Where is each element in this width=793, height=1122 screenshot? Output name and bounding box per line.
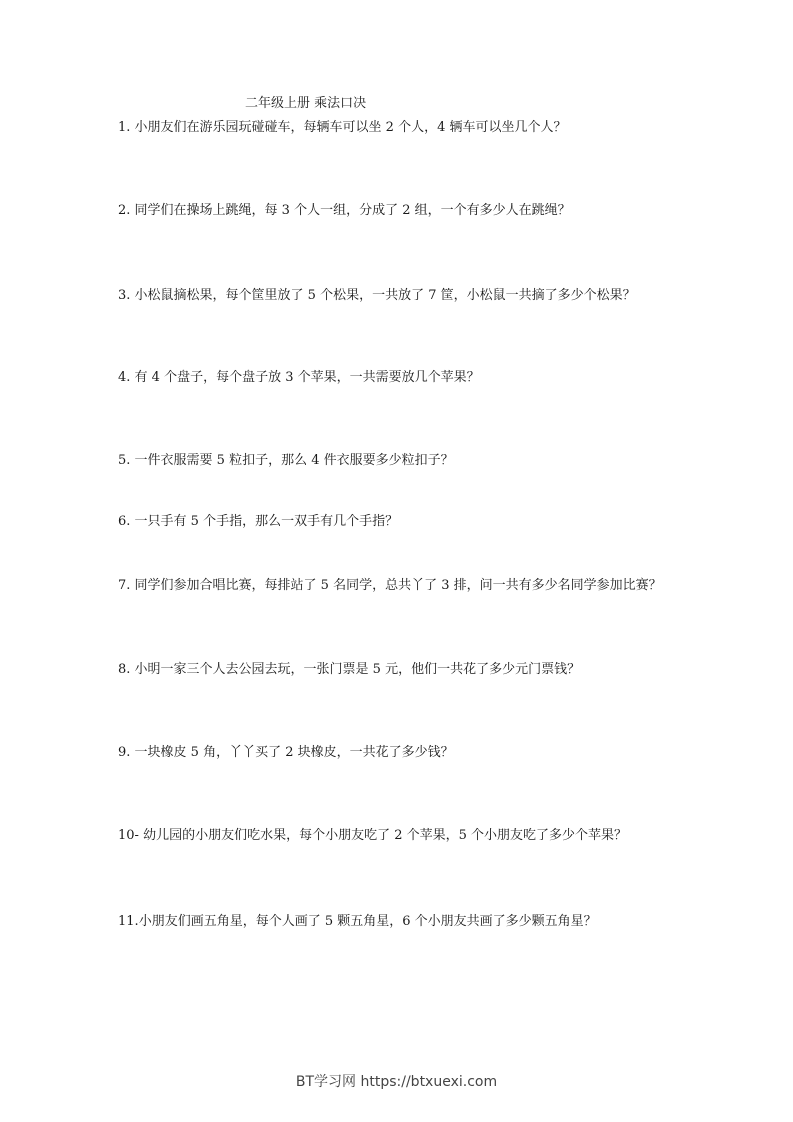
question-number: 11. (118, 914, 139, 929)
question-number: 9. (118, 745, 131, 760)
question-text: 小朋友们在游乐园玩碰碰车，每辆车可以坐 2 个人，4 辆车可以坐几个人？ (130, 120, 567, 135)
question-number: 3. (118, 288, 131, 303)
question-11 (118, 911, 683, 932)
question-9 (118, 742, 683, 763)
question-number: 5. (118, 453, 131, 468)
question-text: 一件衣服需要 5 粒扣子，那么 4 件衣服要多少粒扣子？ (130, 453, 454, 468)
question-text: 一只手有 5 个手指，那么一双手有几个手指？ (130, 514, 399, 529)
question-text: 同学们参加合唱比赛，每排站了 5 名同学，总共丫了 3 排，问一共有多少名同学参加比赛？ (130, 578, 662, 593)
watermark-footer: BT学习网 https://btxuexi.com (295, 1074, 498, 1090)
question-text: 一块橡皮 5 角，丫丫买了 2 块橡皮，一共花了多少钱？ (130, 745, 454, 760)
question-2 (118, 200, 683, 221)
question-6 (118, 511, 683, 532)
question-1 (118, 117, 683, 138)
question-7 (118, 575, 683, 596)
question-number: 8. (118, 662, 131, 677)
question-number: 2. (118, 203, 131, 218)
worksheet-title: 二年级上册 乘法口决 (245, 96, 367, 111)
question-text: 小朋友们画五角星，每个人画了 5 颗五角星，6 个小朋友共画了多少颗五角星？ (138, 914, 597, 929)
question-3 (118, 285, 683, 306)
question-text: 幼儿园的小朋友们吃水果，每个小朋友吃了 2 个苹果，5 个小朋友吃了多少个苹果？ (138, 828, 628, 843)
question-4 (118, 367, 683, 388)
question-number: 4. (118, 370, 131, 385)
question-text: 小松鼠摘松果，每个筐里放了 5 个松果，一共放了 7 筐，小松鼠一共摘了多少个松果？ (130, 288, 636, 303)
question-text: 有 4 个盘子，每个盘子放 3 个苹果，一共需要放几个苹果？ (130, 370, 480, 385)
question-number: 10- (118, 828, 139, 843)
question-8 (118, 659, 683, 680)
question-number: 7. (118, 578, 131, 593)
question-text: 小明一家三个人去公园去玩，一张门票是 5 元，他们一共花了多少元门票钱？ (130, 662, 581, 677)
question-number: 1. (118, 120, 131, 135)
question-10 (118, 825, 683, 846)
question-text: 同学们在操场上跳绳，每 3 个人一组，分成了 2 组，一个有多少人在跳绳？ (130, 203, 571, 218)
question-number: 6. (118, 514, 131, 529)
question-5 (118, 450, 683, 471)
